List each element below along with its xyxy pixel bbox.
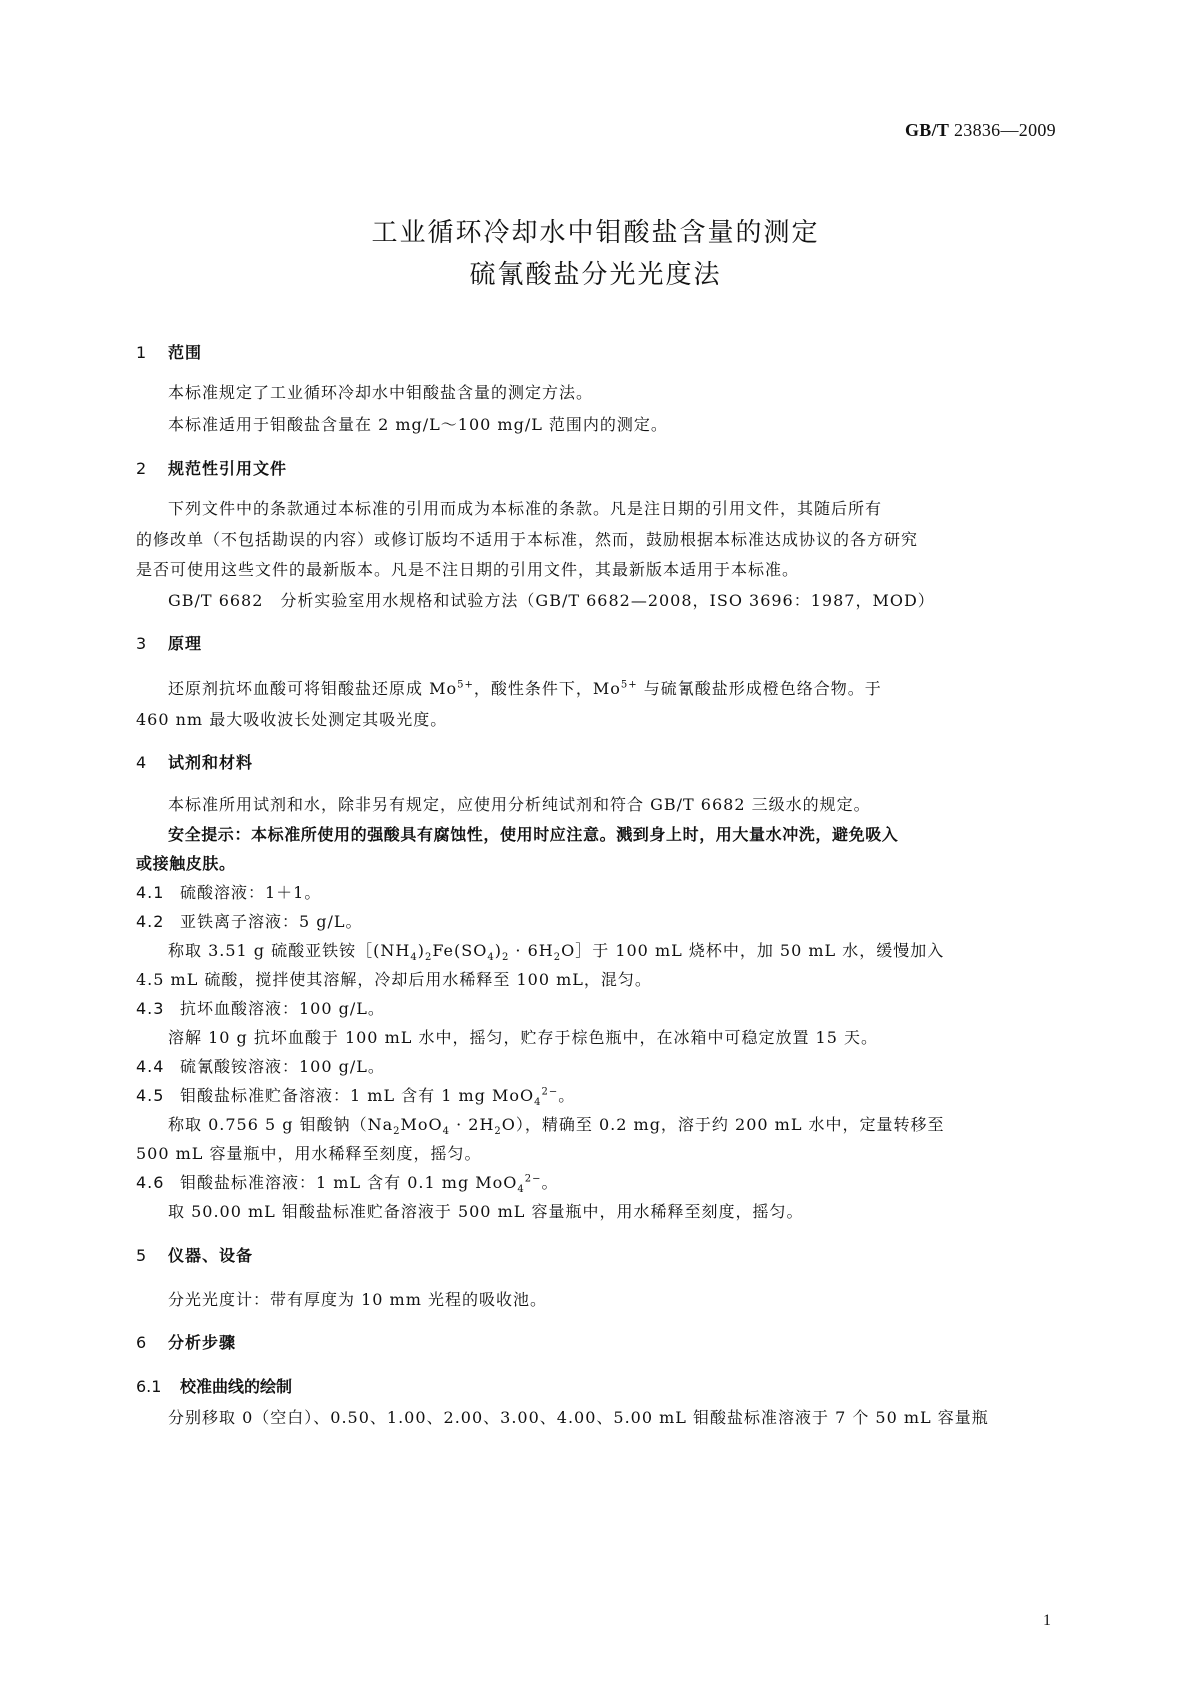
paragraph: 分别移取 0（空白）、0.50、1.00、2.00、3.00、4.00、5.00 mL 钼酸盐标准溶液于 7 个 50 mL 容量瓶	[168, 1408, 989, 1427]
list-item: 4.2 亚铁离子溶液：5 g/L。	[136, 912, 363, 931]
paragraph: 分光光度计：带有厚度为 10 mm 光程的吸收池。	[168, 1290, 547, 1309]
paragraph: 还原剂抗坏血酸可将钼酸盐还原成 $Mo^{5+}$，酸性条件下，$Mo^{5+}$ 与硫氰酸盐形成橙色络合物。于	[168, 679, 882, 698]
paragraph-line: 4.5 mL 硫酸，搅拌使其溶解，冷却后用水稀释至 100 mL，混匀。	[136, 970, 652, 989]
paragraph-line: 是否可使用这些文件的最新版本。凡是不注日期的引用文件，其最新版本适用于本标准。	[136, 560, 800, 579]
list-item: 4.6 钼酸盐标准溶液：1 mL 含有 0.1 mg MoO$_4^{2-}$。	[136, 1173, 559, 1196]
list-item: 4.1 硫酸溶液：1＋1。	[136, 883, 322, 902]
page-number: 1	[1043, 1612, 1051, 1629]
normative-reference: GB/T 6682 分析实验室用水规格和试验方法（GB/T 6682—2008，ISO 3696：1987，MOD）	[168, 591, 935, 610]
section-4-heading: 4 试剂和材料	[136, 753, 254, 772]
document-title: 工业循环冷却水中钼酸盐含量的测定	[371, 218, 820, 248]
list-item: 4.5 钼酸盐标准贮备溶液：1 mL 含有 1 mg MoO$_4^{2-}$。	[136, 1086, 576, 1109]
paragraph-line: 460 nm 最大吸收波长处测定其吸光度。	[136, 710, 448, 729]
list-item: 4.3 抗坏血酸溶液：100 g/L。	[136, 999, 385, 1018]
document-subtitle: 硫氰酸盐分光光度法	[469, 260, 722, 290]
standard-number: GB/T 23836—2009	[904, 120, 1056, 140]
section-2-heading: 2 规范性引用文件	[136, 459, 288, 478]
section-6-heading: 6 分析步骤	[136, 1333, 237, 1352]
section-1-heading: 1 范围	[136, 343, 203, 362]
paragraph: 下列文件中的条款通过本标准的引用而成为本标准的条款。凡是注日期的引用文件，其随后所有	[168, 499, 883, 518]
paragraph-line: 的修改单（不包括勘误的内容）或修订版均不适用于本标准，然而，鼓励根据本标准达成协议的各方研究	[136, 530, 919, 549]
paragraph: 本标准所用试剂和水，除非另有规定，应使用分析纯试剂和符合 GB/T 6682 三级水的规定。	[168, 795, 871, 814]
paragraph-line: 500 mL 容量瓶中，用水稀释至刻度，摇匀。	[136, 1144, 482, 1163]
safety-warning: 安全提示：本标准所使用的强酸具有腐蚀性，使用时应注意。溅到身上时，用大量水冲洗，避免吸入	[168, 825, 899, 844]
paragraph: 取 50.00 mL 钼酸盐标准贮备溶液于 500 mL 容量瓶中，用水稀释至刻度，摇匀。	[168, 1202, 804, 1221]
safety-warning-line: 或接触皮肤。	[136, 854, 236, 873]
paragraph: 溶解 10 g 抗坏血酸于 100 mL 水中，摇匀，贮存于棕色瓶中，在冰箱中可稳定放置 15 天。	[168, 1028, 878, 1047]
paragraph: 称取 0.756 5 g 钼酸钠$(Na_2MoO_4 \cdot 2H_2O)$，精确至 0.2 mg，溶于约 200 mL 水中，定量转移至	[168, 1115, 945, 1138]
section-3-heading: 3 原理	[136, 634, 203, 653]
paragraph: 称取 3.51 g 硫酸亚铁铵$[(NH_4)_2Fe(SO_4)_2$ · $6H_2O]$于 100 mL 烧杯中，加 50 mL 水，缓慢加入	[168, 941, 945, 964]
list-item: 4.4 硫氰酸铵溶液：100 g/L。	[136, 1057, 385, 1076]
paragraph: 本标准适用于钼酸盐含量在 2 mg/L～100 mg/L 范围内的测定。	[168, 415, 668, 434]
paragraph: 本标准规定了工业循环冷却水中钼酸盐含量的测定方法。	[168, 383, 594, 402]
section-5-heading: 5 仪器、设备	[136, 1246, 254, 1265]
subsection-6-1-heading: 6.1 校准曲线的绘制	[136, 1377, 293, 1396]
